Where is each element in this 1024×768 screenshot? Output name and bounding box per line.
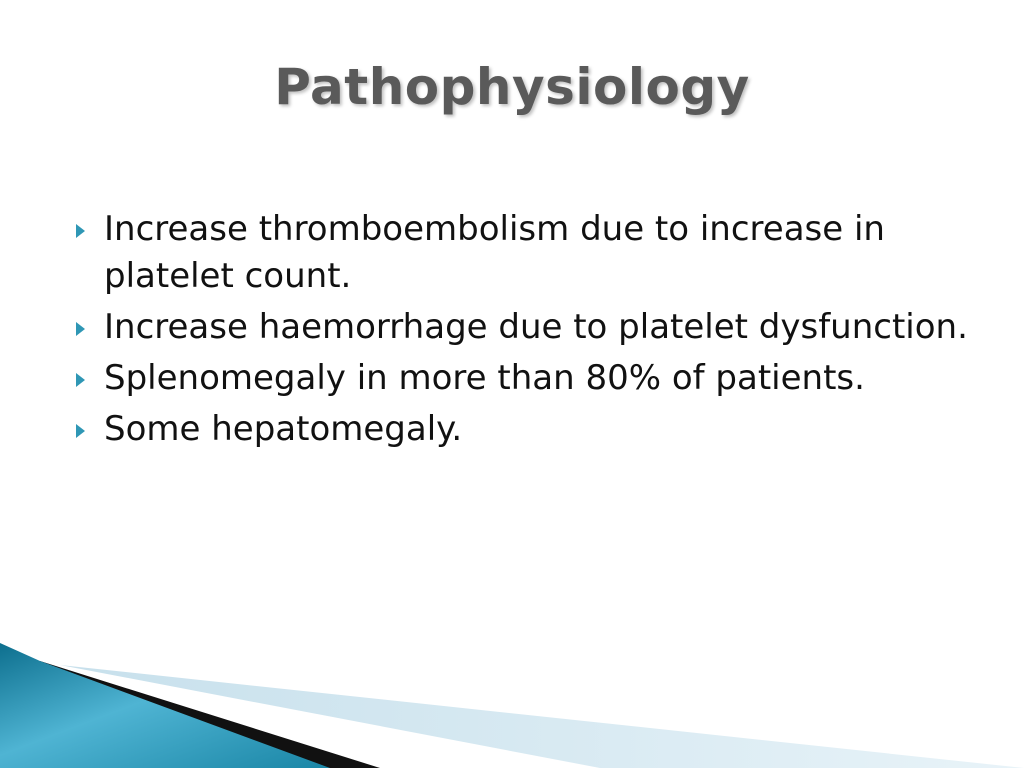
bullet-item (72, 355, 972, 402)
bullet-text: Some hepatomegaly. (104, 409, 463, 449)
corner-decoration (0, 643, 1024, 768)
bullet-text: Increase thromboembolism due to increase in platelet count. (104, 209, 885, 296)
bullet-text: Splenomegaly in more than 80% of patients. (104, 358, 865, 398)
triangle-bullet-icon (76, 224, 85, 238)
bullet-item (72, 406, 972, 453)
triangle-bullet-icon (76, 373, 85, 387)
triangle-bullet-icon (76, 322, 85, 336)
bullet-item (72, 304, 972, 351)
bullet-text: Increase haemorrhage due to platelet dysfunction. (104, 307, 968, 347)
triangle-bullet-icon (76, 424, 85, 438)
slide-title: Pathophysiology (274, 58, 750, 116)
bullet-item (72, 206, 972, 300)
bullet-list (72, 206, 972, 457)
